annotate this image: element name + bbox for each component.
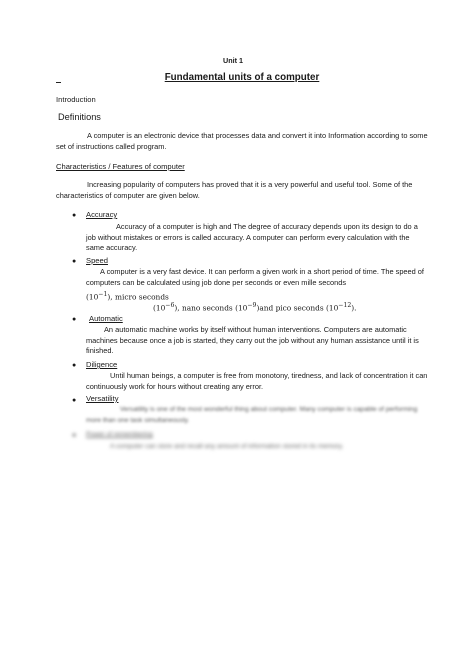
item-text-versatility: Versatility is one of the most wonderful thing about computer. Many computer is capable of performing more than one task simultaneously. <box>86 406 418 424</box>
item-text-power-of-remembering: A computer can store and recall any amount of information stored in its memory. <box>110 443 344 450</box>
stray-dash <box>56 82 61 83</box>
bullet-icon: ● <box>72 362 77 369</box>
bullet-icon: ● <box>72 397 77 404</box>
item-title-power-of-remembering: Power of remembering <box>86 431 153 438</box>
item-body-power-of-remembering <box>86 442 428 453</box>
bullet-icon: ● <box>72 432 77 439</box>
item-text-automatic: An automatic machine works by itself without human interventions. Computers are automatic machines because once a job is started, they carry out the job without any human assistance until it is finished. <box>86 325 419 356</box>
item-text-diligence: Until human beings, a computer is free from monotony, tiredness, and lack of concentration it can continuously work for hours without creating any error. <box>86 371 428 391</box>
item-body-versatility <box>86 405 428 426</box>
definitions-heading: Definitions <box>58 112 101 122</box>
item-title-speed: Speed <box>86 256 108 265</box>
item-title-automatic: Automatic <box>89 314 123 323</box>
characteristics-intro-text: Increasing popularity of computers has proved that it is a very powerful and useful tool. Some of the characteristics of computer are given below. <box>56 180 413 200</box>
item-title-diligence: Diligence <box>86 360 118 369</box>
item-body-diligence <box>86 371 428 392</box>
definition-text: A computer is an electronic device that processes data and convert it into Information according to some set of instructions called program. <box>56 131 428 151</box>
bullet-icon: ● <box>72 212 77 219</box>
unit-label: Unit 1 <box>223 56 243 65</box>
bullet-icon: ● <box>72 316 77 323</box>
introduction-heading: Introduction <box>56 95 96 104</box>
item-text-speed: A computer is a very fast device. It can perform a given work in a short period of time. The speed of computers can be calculated using job done per seconds or even mille seconds <box>86 267 424 287</box>
item-title-accuracy: Accuracy <box>86 210 118 219</box>
definition-paragraph <box>56 131 428 152</box>
bullet-icon: ● <box>72 258 77 265</box>
item-body-automatic <box>86 325 428 357</box>
item-text-accuracy: Accuracy of a computer is high and The degree of accuracy depends upon its design to do a job without mistakes or errors is called accuracy. A computer can perform every calculation with the same accuracy. <box>86 222 418 253</box>
speed-math-line-2: $(10^{-6})$, nano seconds $(10^{-9})and$ pico seconds $(10^{-12})$. <box>153 302 357 313</box>
item-body-accuracy <box>86 222 428 254</box>
item-body-speed <box>86 267 428 288</box>
item-title-versatility: Versatility <box>86 394 119 403</box>
characteristics-heading: Characteristics / Features of computer <box>56 162 185 171</box>
characteristics-intro-paragraph <box>56 180 428 201</box>
speed-math-line-1: $(10^{-1})$, micro seconds <box>86 291 169 302</box>
page-title: Fundamental units of a computer <box>164 72 320 83</box>
